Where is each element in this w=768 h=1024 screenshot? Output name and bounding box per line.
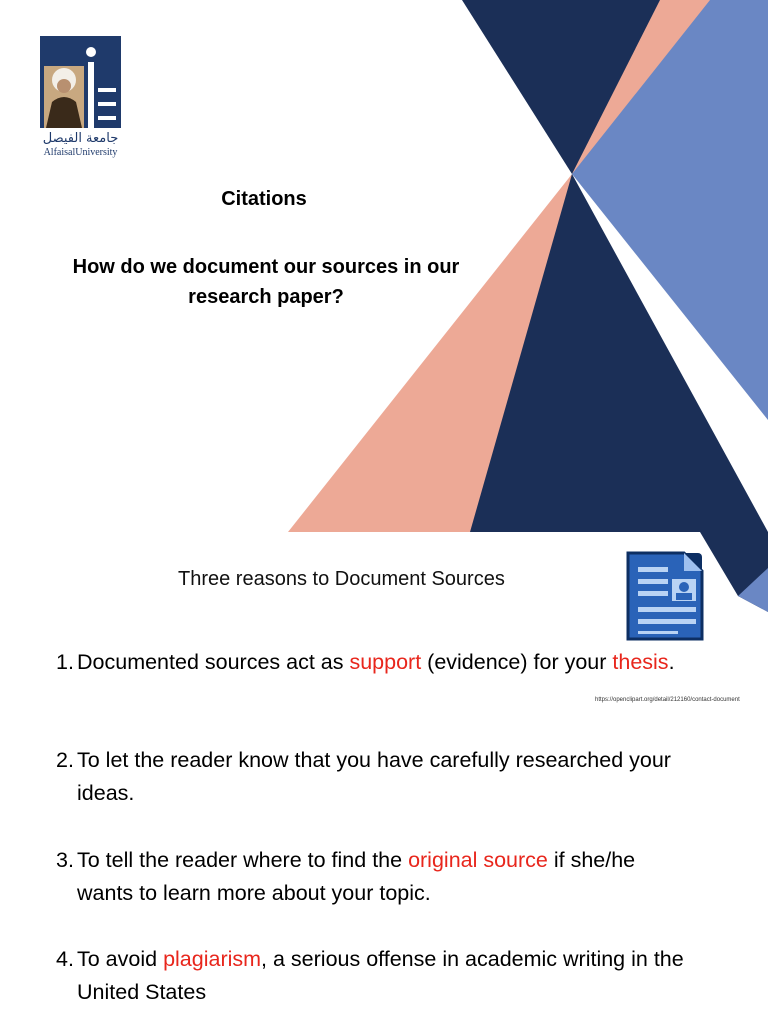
reason-item-3: 3. To tell the reader where to find the original source if she/he wants to learn more about your topic. xyxy=(56,848,636,905)
reason-item-2: 2. To let the reader know that you have carefully researched your ideas. xyxy=(56,748,671,805)
image-credit: https://openclipart.org/detail/212160/contact-document xyxy=(595,697,740,703)
alfaisal-logo xyxy=(40,36,121,160)
highlight-support: support xyxy=(349,650,422,674)
contact-document-icon xyxy=(622,547,708,643)
slide-title: Citations xyxy=(221,188,307,210)
reason-item-4: 4. To avoid plagiarism, a serious offense in academic writing in the United States xyxy=(56,947,684,1004)
logo-english-text: AlfaisalUniversity xyxy=(43,147,118,158)
slide-heading: Three reasons to Document Sources xyxy=(178,568,505,590)
logo-emblem xyxy=(40,36,121,128)
slide-question: How do we document our sources in our research paper? xyxy=(72,256,460,308)
highlight-thesis: thesis xyxy=(612,650,669,674)
highlight-original-source: original source xyxy=(408,848,548,872)
reason-item-1: 1. Documented sources act as support (evidence) for your thesis. xyxy=(56,650,675,674)
reasons-slide xyxy=(0,532,768,1024)
highlight-plagiarism: plagiarism xyxy=(163,947,262,971)
logo-arabic-text: جامعة الفيصل xyxy=(42,131,119,146)
